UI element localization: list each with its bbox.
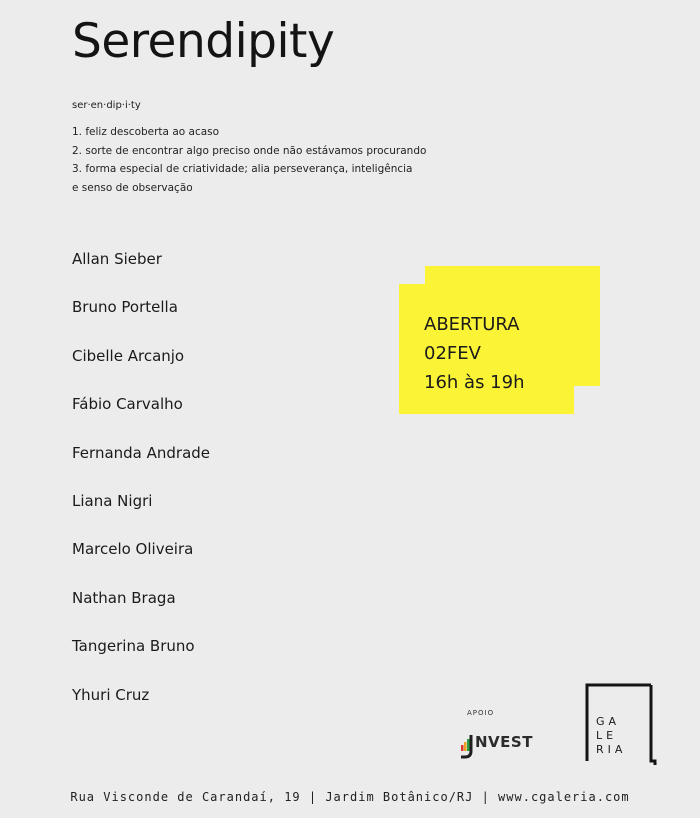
artist-name: Bruno Portella [72,298,178,317]
artist-name: Fernanda Andrade [72,443,211,462]
artist-list [72,249,210,733]
footer-address: Rua Visconde de Carandaí, 19 | Jardim Botânico/RJ | www.cgaleria.com [70,790,630,804]
opening-info [424,310,524,397]
opening-date: 02FEV [424,343,481,364]
artist-name: Yhuri Cruz [72,685,150,704]
artist-name: Fábio Carvalho [72,395,183,414]
artist-name: Cibelle Arcanjo [72,346,185,365]
definition-line: 3. forma especial de criatividade; alia perseverança, inteligência [72,163,413,175]
artist-name: Marcelo Oliveira [72,540,194,559]
definition-line: 1. feliz descoberta ao acaso [72,126,220,138]
definition-line: e senso de observação [72,181,193,194]
phonetic-spelling: ser·en·dip·i·ty [72,100,141,111]
galeria-logo-row: GA [596,715,621,728]
definition-line: 2. sorte de encontrar algo preciso onde não estávamos procurando [72,144,427,157]
artist-name: Nathan Braga [72,588,176,607]
artist-name: Tangerina Bruno [72,637,195,656]
opening-label: ABERTURA [424,314,520,335]
galeria-logo-row: RIA [596,743,627,756]
galeria-logo-text [596,715,626,757]
sponsor-label: APOIO [467,709,495,717]
poster-title: Serendipity [72,14,335,69]
opening-time: 16h às 19h [424,372,525,393]
galeria-logo-row: LE [596,729,618,742]
sponsor-logo-text: NVEST [475,733,533,751]
artist-name: Liana Nigri [72,491,153,510]
artist-name: Allan Sieber [72,250,162,268]
definitions [72,123,426,197]
